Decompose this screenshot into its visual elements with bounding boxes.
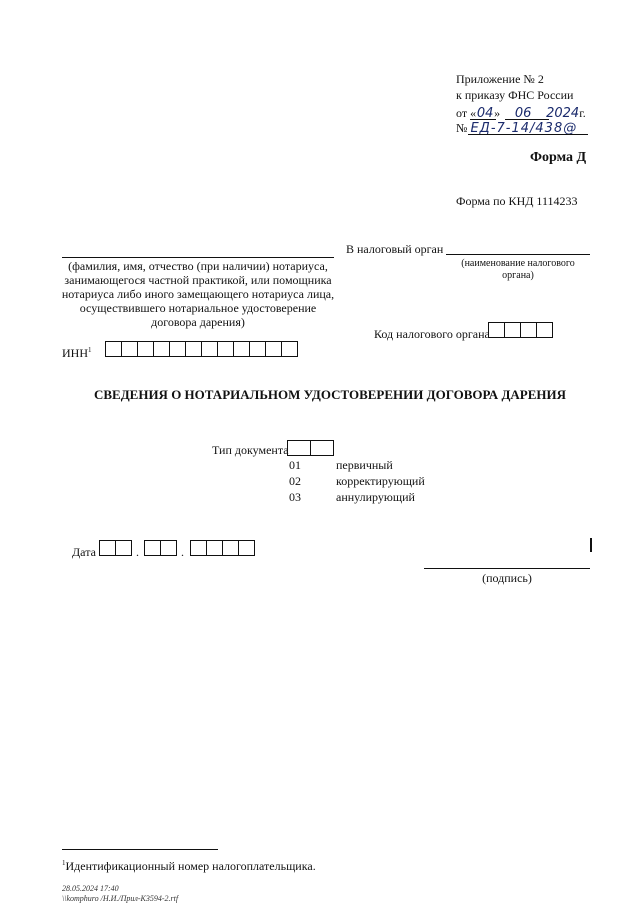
signature-line[interactable] — [424, 568, 590, 569]
doc-type-cell[interactable] — [310, 440, 334, 456]
doc-type-text: аннулирующий — [336, 490, 415, 504]
date-cell[interactable] — [144, 540, 161, 556]
footnote-divider — [62, 849, 218, 850]
date-cell[interactable] — [190, 540, 207, 556]
inn-cell[interactable] — [281, 341, 298, 357]
footnote-mark: 1 — [62, 859, 66, 867]
inn-label-text: ИНН — [62, 346, 88, 360]
inn-cell[interactable] — [185, 341, 202, 357]
inn-cell[interactable] — [153, 341, 170, 357]
tax-code-cell[interactable] — [488, 322, 505, 338]
tax-code-cell[interactable] — [536, 322, 553, 338]
date-suffix: г. — [579, 106, 586, 120]
signature-caption: (подпись) — [482, 571, 532, 585]
stamp-line: \\komphuro /Н.И./Прил-К3594-2.rtf — [62, 894, 179, 903]
doc-type-code: 03 — [289, 490, 301, 504]
date-cell[interactable] — [206, 540, 223, 556]
inn-label — [62, 343, 92, 360]
footnote — [62, 856, 316, 873]
number-prefix: № — [456, 121, 468, 135]
footnote-text: Идентификационный номер налогоплательщика. — [65, 859, 316, 873]
inn-cell[interactable] — [233, 341, 250, 357]
inn-cell[interactable] — [249, 341, 266, 357]
order-day: 04 — [476, 106, 494, 121]
form-name: Форма Д — [530, 150, 587, 165]
date-separator: . — [181, 545, 184, 559]
date-prefix: от « — [456, 106, 477, 120]
inn-cell[interactable] — [137, 341, 154, 357]
doc-type-field[interactable] — [287, 440, 334, 456]
date-mid: » — [494, 106, 501, 120]
stamp-line: 28.05.2024 17:40 — [62, 884, 119, 893]
inn-cell[interactable] — [217, 341, 234, 357]
signature-mark — [590, 538, 592, 552]
doc-type-cell[interactable] — [287, 440, 311, 456]
inn-cell[interactable] — [121, 341, 138, 357]
doc-type-text: первичный — [336, 458, 393, 472]
order-number-value: ЕД-7-14/438@ — [470, 121, 578, 136]
inn-field[interactable] — [105, 341, 298, 357]
date-cell[interactable] — [222, 540, 239, 556]
appendix-number: Приложение № 2 — [456, 72, 544, 86]
doc-type-label: Тип документа — [212, 443, 289, 457]
doc-type-code: 01 — [289, 458, 301, 472]
notary-caption: (фамилия, имя, отчество (при наличии) нотариуса, занимающегося частной практикой, или помощника нотариуса либо иного замещающего нотариуса лица, осуществившего нотариальное удостоверение договора дарения) — [61, 259, 335, 329]
doc-type-text: корректирующий — [336, 474, 425, 488]
order-month: 06 — [514, 106, 532, 121]
inn-cell[interactable] — [169, 341, 186, 357]
tax-code-cell[interactable] — [504, 322, 521, 338]
tax-authority-caption: (наименование налогового органа) — [461, 258, 575, 281]
document-title: СВЕДЕНИЯ О НОТАРИАЛЬНОМ УДОСТОВЕРЕНИИ ДОГОВОРА ДАРЕНИЯ — [93, 387, 567, 402]
knd-code: Форма по КНД 1114233 — [456, 194, 578, 208]
date-day-field[interactable] — [99, 540, 132, 556]
order-year: 2024 — [546, 106, 580, 121]
date-cell[interactable] — [160, 540, 177, 556]
inn-cell[interactable] — [105, 341, 122, 357]
inn-footnote-mark: 1 — [88, 346, 92, 354]
inn-cell[interactable] — [201, 341, 218, 357]
date-label: Дата — [72, 545, 96, 559]
tax-authority-label: В налоговый орган — [346, 242, 444, 256]
tax-code-cell[interactable] — [520, 322, 537, 338]
date-cell[interactable] — [99, 540, 116, 556]
doc-type-code: 02 — [289, 474, 301, 488]
date-year-field[interactable] — [190, 540, 255, 556]
tax-code-field[interactable] — [488, 322, 553, 338]
print-stamp — [62, 884, 178, 904]
date-cell[interactable] — [115, 540, 132, 556]
date-month-field[interactable] — [144, 540, 177, 556]
order-reference: к приказу ФНС России — [456, 88, 574, 102]
date-cell[interactable] — [238, 540, 255, 556]
date-separator: . — [136, 545, 139, 559]
inn-cell[interactable] — [265, 341, 282, 357]
tax-code-label: Код налогового органа — [374, 327, 490, 341]
